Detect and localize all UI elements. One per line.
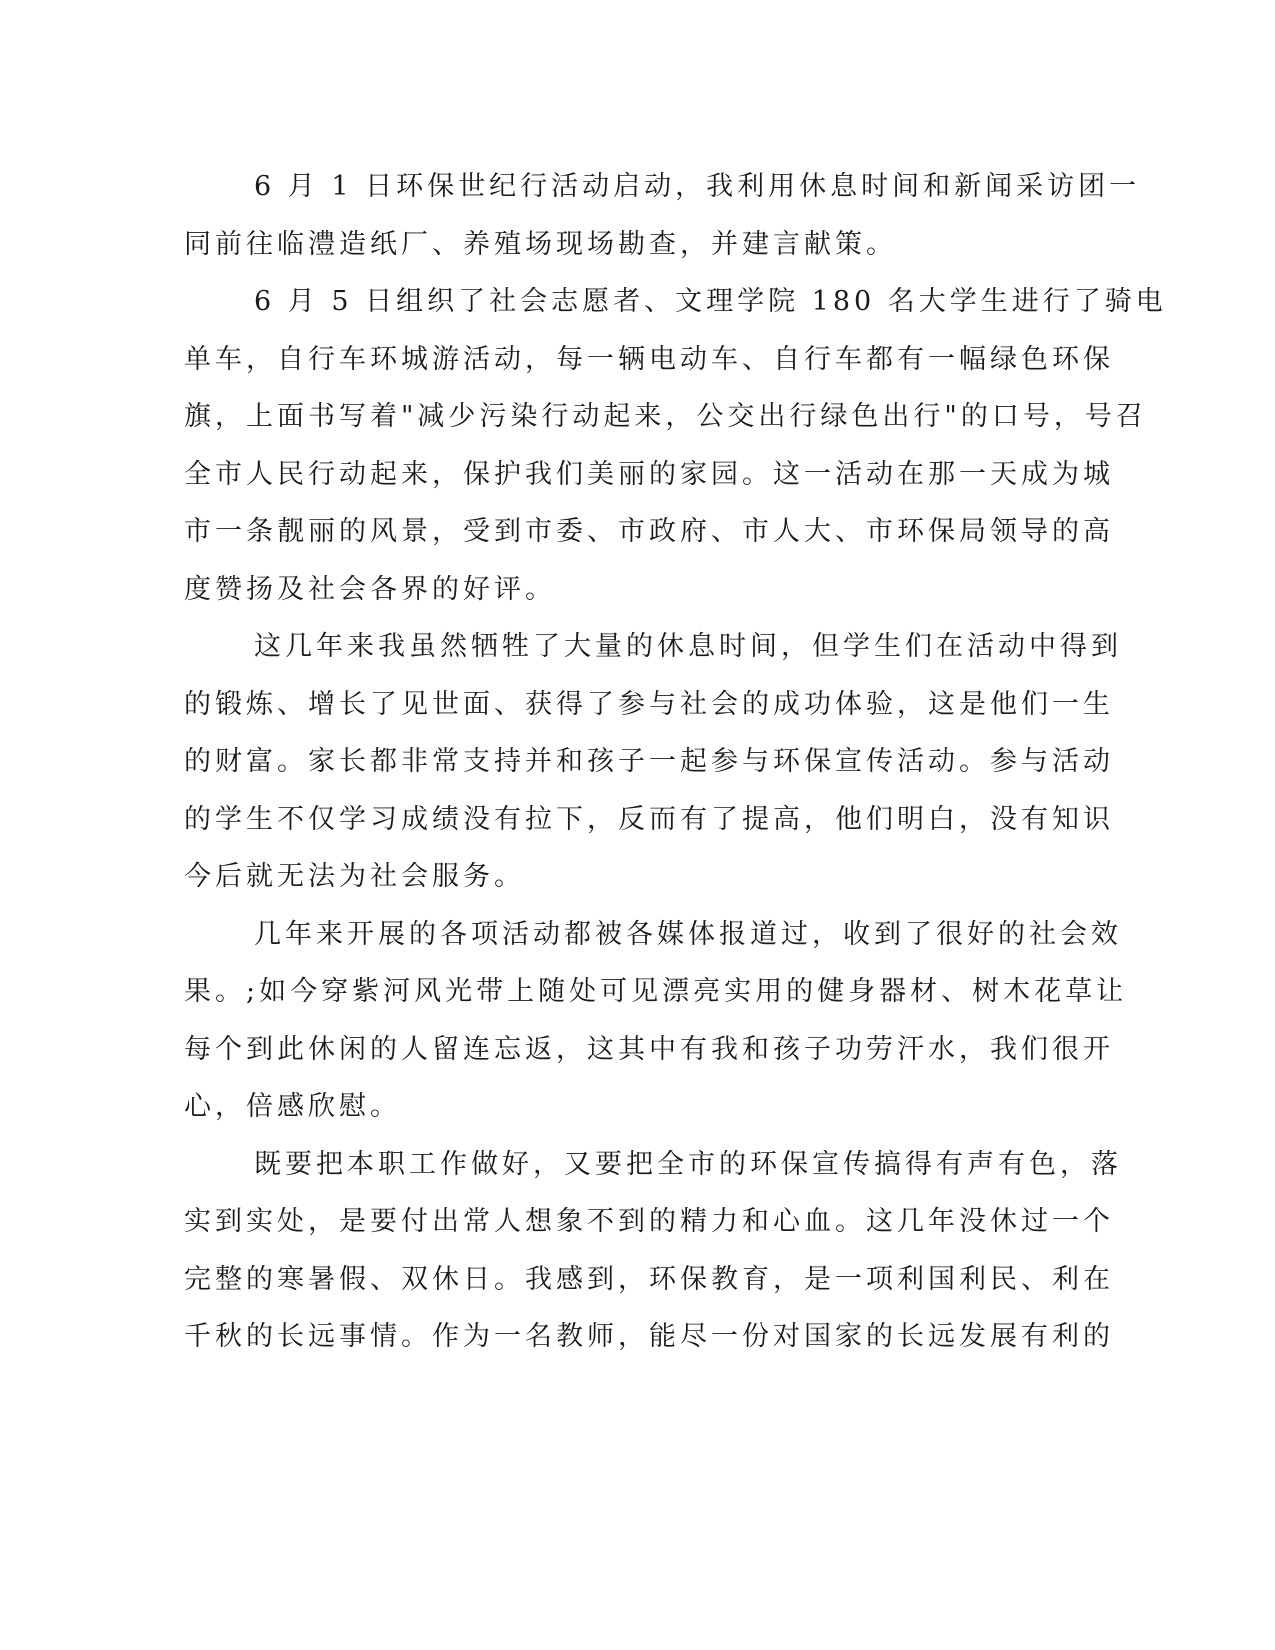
text-line: 心，倍感欣慰。 — [184, 1091, 401, 1122]
text-line: 这几年来我虽然牺牲了大量的休息时间，但学生们在活动中得到 — [254, 631, 1122, 662]
text-line: 的锻炼、增长了见世面、获得了参与社会的成功体验，这是他们一生 — [184, 688, 1114, 720]
text-line: 6 月 1 日环保世纪行活动启动，我利用休息时间和新闻采访团一 — [254, 171, 1141, 202]
text-line: 果。;如今穿紫河风光带上随处可见漂亮实用的健身器材、树木花草让 — [184, 976, 1128, 1007]
text-line: 全市人民行动起来，保护我们美丽的家园。这一活动在那一天成为城 — [184, 458, 1114, 490]
text-line: 6 月 5 日组织了社会志愿者、文理学院 180 名大学生进行了骑电 — [254, 286, 1167, 317]
text-line: 完整的寒暑假、双休日。我感到，环保教育，是一项利国利民、利在 — [184, 1263, 1114, 1295]
paragraph-4 — [184, 906, 1128, 1136]
paragraph-2 — [184, 273, 1167, 618]
paragraph-5 — [184, 1136, 1122, 1366]
text-line: 旗，上面书写着"减少污染行动起来，公交出行绿色出行"的口号，号召 — [184, 401, 1147, 432]
text-line: 实到实处，是要付出常人想象不到的精力和心血。这几年没休过一个 — [184, 1206, 1114, 1237]
text-line: 每个到此休闲的人留连忘返，这其中有我和孩子功劳汗水，我们很开 — [184, 1033, 1114, 1065]
text-line: 度赞扬及社会各界的好评。 — [184, 573, 556, 605]
text-line: 同前往临澧造纸厂、养殖场现场勘查，并建言献策。 — [184, 228, 897, 260]
text-line: 千秋的长远事情。作为一名教师，能尽一份对国家的长远发展有利的 — [184, 1321, 1114, 1352]
text-line: 的学生不仅学习成绩没有拉下，反而有了提高，他们明白，没有知识 — [184, 803, 1114, 835]
text-line: 几年来开展的各项活动都被各媒体报道过，收到了很好的社会效 — [254, 918, 1122, 950]
text-line: 的财富。家长都非常支持并和孩子一起参与环保宣传活动。参与活动 — [184, 746, 1114, 777]
paragraph-3 — [184, 618, 1122, 906]
text-line: 市一条靓丽的风景，受到市委、市政府、市人大、市环保局领导的高 — [184, 516, 1114, 547]
text-line: 单车，自行车环城游活动，每一辆电动车、自行车都有一幅绿色环保 — [184, 343, 1114, 375]
text-line: 既要把本职工作做好，又要把全市的环保宣传搞得有声有色，落 — [254, 1148, 1122, 1180]
paragraph-1 — [184, 158, 1141, 273]
text-line: 今后就无法为社会服务。 — [184, 861, 525, 892]
document-body — [184, 158, 1167, 1366]
